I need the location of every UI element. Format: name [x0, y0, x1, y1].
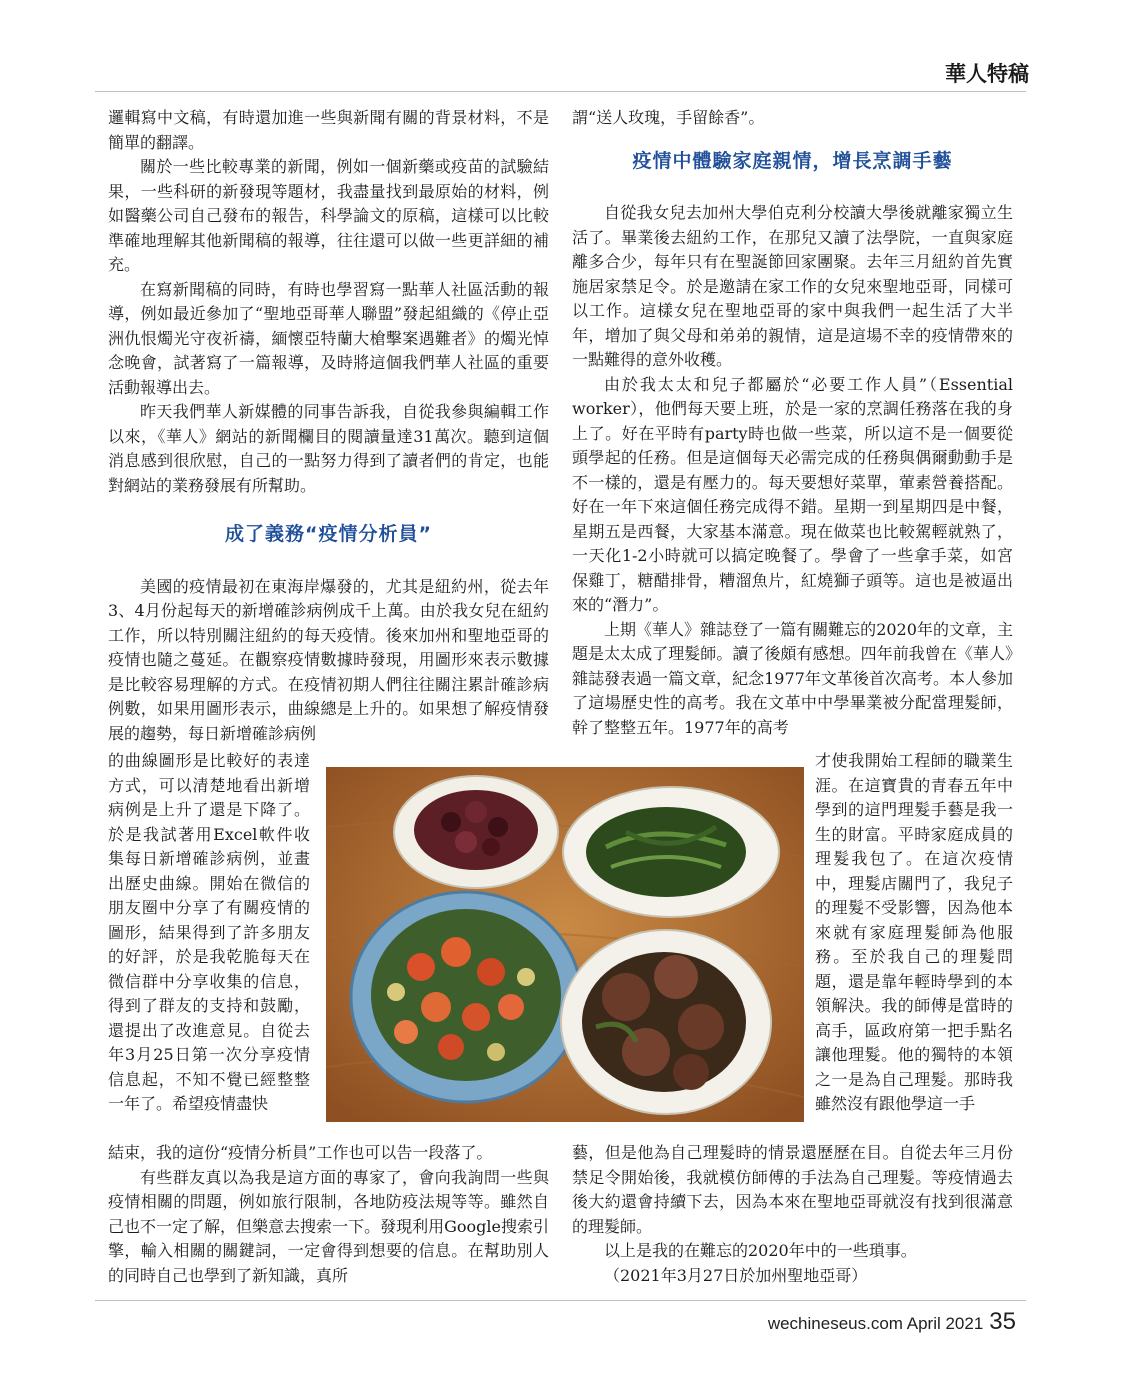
paragraph: 美國的疫情最初在東海岸爆發的，尤其是紐約州，從去年3、4月份起每天的新增確診病例成千上萬。由於我女兒在紐約工作，所以特別關注紐約的每天疫情。後來加州和聖地亞哥的疫情也隨之蔓延。在觀察疫情數據時發現，用圖形來表示數據是比較容易理解的方式。在疫情初期人們往往關注累計確診病例數，如果用圖形表示，曲線總是上升的。如果想了解疫情發展的趨勢，每日新增確診病例 [108, 576, 549, 743]
left-column-wrap [108, 749, 310, 1117]
left-column-top [108, 106, 549, 746]
right-column-top [572, 106, 1013, 740]
plate-meatballs [561, 930, 771, 1114]
page-footer [768, 1308, 1016, 1336]
paragraph: 自從我女兒去加州大學伯克利分校讀大學後就離家獨立生活了。畢業後去紐約工作，在那兒又讀了法學院，一直與家庭離多合少，每年只有在聖誕節回家團聚。去年三月紐約首先實施居家禁足令。於是邀請在家工作的女兒來聖地亞哥，同樣可以工作。這樣女兒在聖地亞哥的家中與我們一起生活了大半年，增加了與父母和弟弟的親情，這是這場不幸的疫情帶來的一點難得的意外收穫。 [572, 203, 1013, 369]
food-photo-illustration [326, 767, 804, 1122]
bottom-divider [95, 1300, 1026, 1301]
paragraph: 結束，我的這份“疫情分析員”工作也可以告一段落了。 [108, 1143, 493, 1162]
paragraph: 上期《華人》雜誌登了一篇有關難忘的2020年的文章，主題是太太成了理髮師。讀了後頗有感想。四年前我曾在《華人》雜誌發表過一篇文章，紀念1977年文革後首次高考。本人參加了這場歷史性的高考。我在文革中中學畢業被分配當理髮師，幹了整整五年。1977年的高考 [572, 619, 1013, 737]
right-column-wrap [815, 749, 1013, 1117]
plate-greens [563, 787, 779, 917]
section-tag: 華人特稿 [945, 62, 1029, 86]
plate-braised-pork [394, 776, 558, 888]
paragraph: 藝，但是他為自己理髮時的情景還歷歷在目。自從去年三月份禁足令開始後，我就模仿師傅的手法為自己理髮。等疫情過去後大約還會持續下去，因為本來在聖地亞哥就沒有找到很滿意的理髮師。 [572, 1143, 1013, 1236]
paragraph: 關於一些比較專業的新聞，例如一個新藥或疫苗的試驗結果，一些科研的新發現等題材，我盡量找到最原始的材料，例如醫藥公司自己發布的報告，科學論文的原稿，這樣可以比較準確地理解其他新聞稿的報導，往往還可以做一些更詳細的補充。 [108, 157, 549, 274]
paragraph: 謂“送人玫瑰，手留餘香”。 [572, 108, 765, 127]
plate-shrimp [351, 892, 581, 1102]
paragraph: 由於我太太和兒子都屬於“必要工作人員”（Essential worker），他們每天要上班，於是一家的烹調任務落在我的身上了。好在平時有party時也做一些菜，所以這不是一個要從頭學起的任務。但是這個每天必需完成的任務與偶爾動動手是不一樣的，還是有壓力的。每天要想好菜單，葷素營養搭配。好在一年下來這個任務完成得不錯。星期一到星期四是中餐，星期五是西餐，大家基本滿意。現在做菜也比較駕輕就熟了，一天化1-2小時就可以搞定晚餐了。學會了一些拿手菜，如宮保雞丁，糖醋排骨，糟溜魚片，紅燒獅子頭等。這也是被逼出來的“潛力”。 [572, 374, 1013, 614]
food-photo [326, 767, 804, 1122]
paragraph: 才使我開始工程師的職業生涯。在這寶貴的青春五年中學到的這門理髮手藝是我一生的財富。平時家庭成員的理髮我包了。在這次疫情中，理髮店關門了，我兒子的理髮不受影響，因為他本來就有家庭理髮師為他服務。至於我自己的理髮問題，還是靠年輕時學到的本領解決。我的師傅是當時的高手，區政府第一把手點名讓他理髮。他的獨特的本領之一是為自己理髮。那時我雖然沒有跟他學這一手 [815, 751, 1013, 1113]
paragraph: （2021年3月27日於加州聖地亞哥） [604, 1265, 868, 1285]
footer-source: wechineseus.com April 2021 [767, 1314, 984, 1333]
paragraph: 有些群友真以為我是這方面的專家了，會向我詢問一些與疫情相關的問題，例如旅行限制，各地防疫法規等等。雖然自己也不一定了解，但樂意去搜索一下。發現利用Google搜索引擎，輸入相關的關鍵詞，一定會得到想要的信息。在幫助別人的同時自己也學到了新知識，真所 [108, 1167, 549, 1285]
right-column-bottom [572, 1141, 1013, 1288]
paragraph: 邏輯寫中文稿，有時還加進一些與新聞有關的背景材料，不是簡單的翻譯。 [108, 108, 549, 152]
paragraph: 昨天我們華人新媒體的同事告訴我，自從我參與編輯工作以來，《華人》網站的新聞欄目的閱讀量達31萬次。聽到這個消息感到很欣慰，自己的一點努力得到了讀者們的肯定，也能對網站的業務發展有所幫助。 [108, 402, 549, 495]
paragraph: 在寫新聞稿的同時，有時也學習寫一點華人社區活動的報導，例如最近參加了“聖地亞哥華人聯盟”發起組織的《停止亞洲仇恨燭光守夜祈禱，緬懷亞特蘭大槍擊案遇難者》的燭光悼念晚會，試著寫了一篇報導，及時將這個我們華人社區的重要活動報導出去。 [108, 279, 549, 397]
page-number: 35 [989, 1308, 1016, 1335]
section-heading-analyst: 成了義務“疫情分析員” [225, 523, 432, 545]
paragraph: 的曲線圖形是比較好的表達方式，可以清楚地看出新增病例是上升了還是下降了。於是我試著用Excel軟件收集每日新增確診病例，並畫出歷史曲線。開始在微信的朋友圈中分享了有關疫情的圖形，結果得到了許多朋友的好評，於是我乾脆每天在微信群中分享收集的信息，得到了群友的支持和鼓勵，還提出了改進意見。自從去年3月25日第一次分享疫情信息起，不知不覺已經整整一年了。希望疫情盡快 [108, 751, 310, 1113]
paragraph: 以上是我的在難忘的2020年中的一些瑣事。 [604, 1241, 917, 1260]
section-heading-family: 疫情中體驗家庭親情，增長烹調手藝 [632, 149, 953, 172]
left-column-bottom [108, 1141, 549, 1288]
top-divider [95, 91, 1026, 92]
